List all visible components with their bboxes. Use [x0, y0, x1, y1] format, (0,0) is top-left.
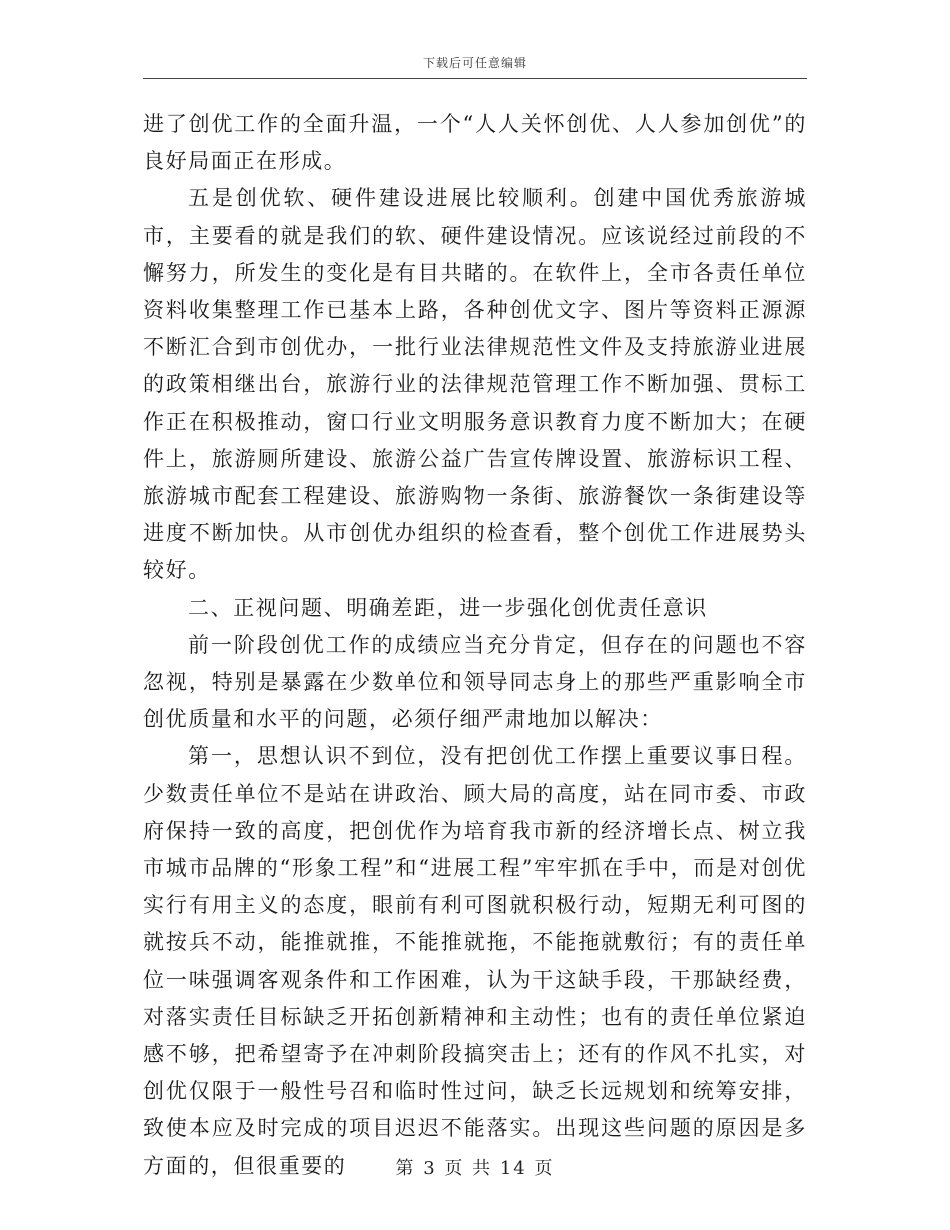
section-heading: 二、正视问题、明确差距，进一步强化创优责任意识 [188, 595, 708, 620]
paragraph: 五是创优软、硬件建设进展比较顺利。创建中国优秀旅游城市，主要看的就是我们的软、硬件建设情况。应该说经过前段的不懈努力，所发生的变化是有目共睹的。在软件上，全市各责任单位资料收集整理工作已基本上路，各种创优文字、图片等资料正源源不断汇合到市创优办，一批行业法律规范性文件及支持旅游业进展的政策相继出台，旅游行业的法律规范管理工作不断加强、贯标工作正在积极推动，窗口行业文明服务意识教育力度不断加大；在硬件上，旅游厕所建设、旅游公益广告宣传牌设置、旅游标识工程、旅游城市配套工程建设、旅游购物一条街、旅游餐饮一条街建设等进度不断加快。从市创优办组织的检查看，整个创优工作进展势头较好。 [143, 186, 807, 583]
document-body [143, 106, 807, 1185]
paragraph: 第一，思想认识不到位，没有把创优工作摆上重要议事日程。少数责任单位不是站在讲政治、顾大局的高度，站在同市委、市政府保持一致的高度，把创优作为培育我市新的经济增长点、树立我市城市品牌的“形象工程”和“进展工程”牢牢抓在手中，而是对创优实行有用主义的态度，眼前有利可图就积极行动，短期无利可图的就按兵不动，能推就推，不能推就拖，不能拖就敷衍；有的责任单位一味强调客观条件和工作困难，认为干这缺手段，干那缺经费，对落实责任目标缺乏开拓创新精神和主动性；也有的责任单位紧迫感不够，把希望寄予在冲刺阶段搞突击上；还有的作风不扎实，对创优仅限于一般性号召和临时性过问，缺乏长远规划和统筹安排，致使本应及时完成的项目迟迟不能落实。出现这些问题的原因是多方面的，但很重要的 [143, 744, 807, 1178]
header-divider [143, 78, 807, 79]
paragraph: 进了创优工作的全面升温，一个“人人关怀创优、人人参加创优”的良好局面正在形成。 [143, 112, 807, 174]
page-header: 下载后可任意编辑 [422, 56, 527, 70]
paragraph: 前一阶段创优工作的成绩应当充分肯定，但存在的问题也不容忽视，特别是暴露在少数单位和领导同志身上的那些严重影响全市创优质量和水平的问题，必须仔细严肃地加以解决： [143, 632, 807, 732]
page-footer: 第 3 页 共 14 页 [395, 1158, 555, 1179]
